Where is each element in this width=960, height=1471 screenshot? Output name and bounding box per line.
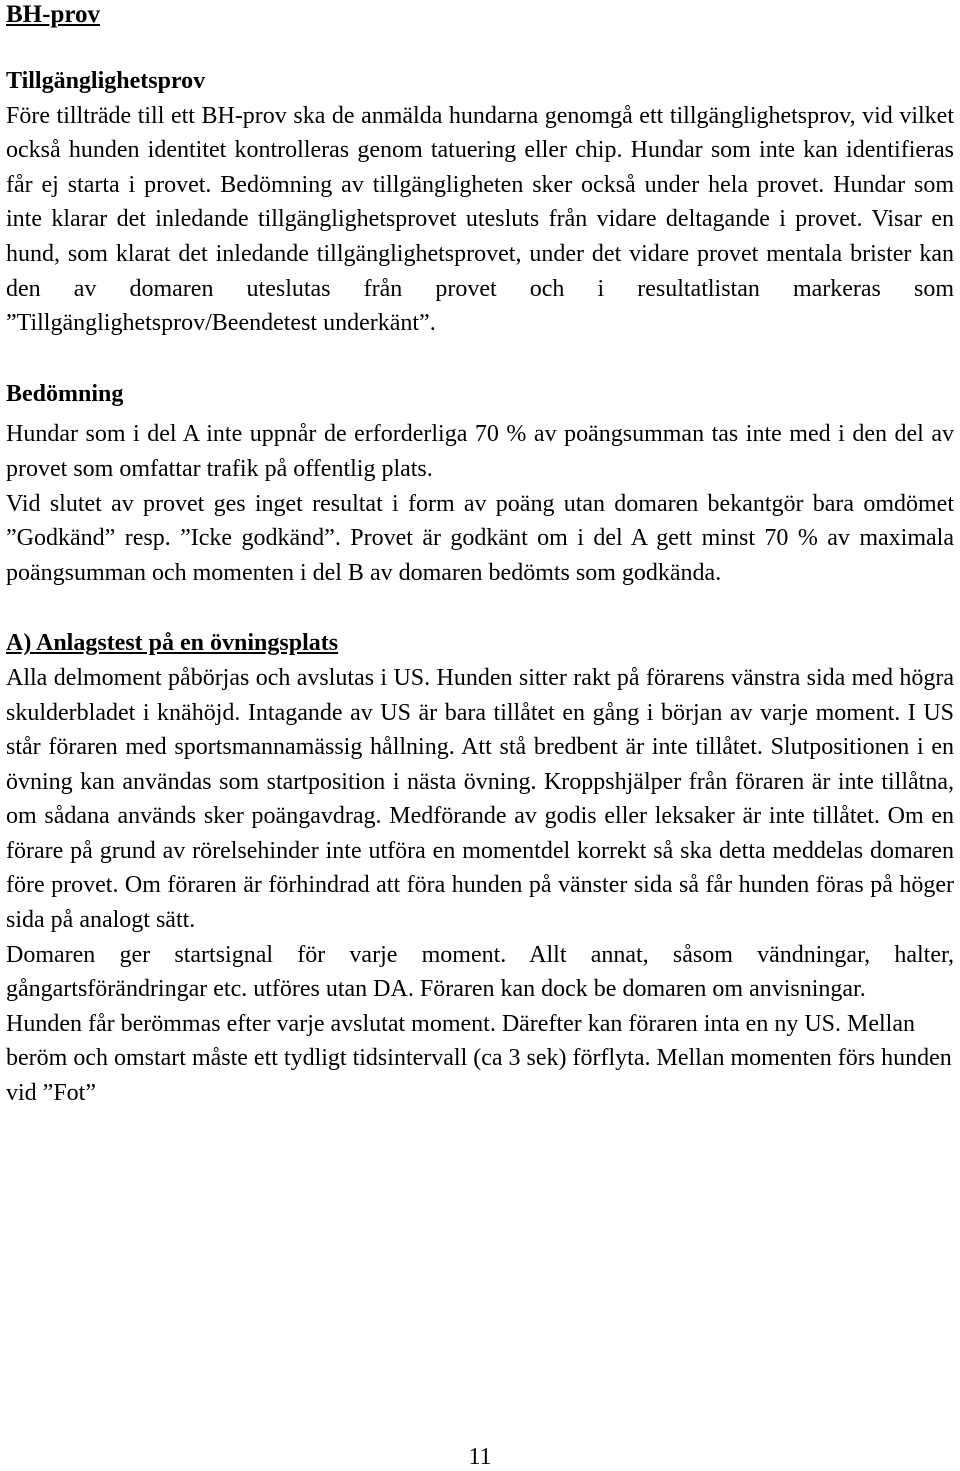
document-page — [6, 0, 954, 1111]
spacer — [6, 590, 954, 626]
document-title: BH-prov — [6, 1, 100, 28]
heading-tillganglighetsprov: Tillgänglighetsprov — [6, 68, 206, 94]
page-number: 11 — [468, 1444, 492, 1470]
paragraph-tillganglighetsprov: Före tillträde till ett BH-prov ska de anmälda hundarna genomgå ett tillgänglighetsprov, vid vilket också hunden identitet kontrolleras genom tatuering eller chip. Hundar som inte kan identifieras får ej starta i provet. Bedömning av tillgängligheten sker också under hela provet. Hundar som inte klarar det inledande tillgänglighetsprovet utesluts från vidare deltagande i provet. Visar en hund, som klarat det inledande tillgänglighetsprovet, under det vidare provet mentala brister kan den av domaren uteslutas från provet och i resultatlistan markeras som ”Tillgänglighetsprov/Beendetest underkänt”. — [6, 102, 954, 337]
paragraph-anlagstest-3: Hunden får berömmas efter varje avslutat moment. Därefter kan föraren inta en ny US. Mellan beröm och omstart måste ett tydligt tidsintervall (ca 3 sek) förflyta. Mellan momenten förs hunden vid ”Fot” — [6, 1010, 952, 1107]
paragraph-anlagstest-2: Domaren ger startsignal för varje moment. Allt annat, såsom vändningar, halter, gångartsförändringar etc. utföres utan DA. Föraren kan dock be domaren om anvisningar. — [6, 941, 954, 1003]
spacer — [6, 30, 954, 64]
paragraph-bedomning-1: Hundar som i del A inte uppnår de erforderliga 70 % av poängsumman tas inte med i den del av provet som omfattar trafik på offentlig plats. — [6, 421, 954, 482]
paragraph-bedomning-2: Vid slutet av provet ges inget resultat i form av poäng utan domaren bekantgör bara omdömet ”Godkänd” resp. ”Icke godkänd”. Provet är godkänt om i del A gett minst 70 % av maximala poängsumman och momenten i del B av domaren bedömts som godkända. — [6, 490, 954, 586]
heading-bedomning: Bedömning — [6, 380, 124, 407]
spacer — [6, 341, 954, 377]
heading-anlagstest: A) Anlagstest på en övningsplats — [6, 630, 339, 657]
paragraph-anlagstest-1: Alla delmoment påbörjas och avslutas i US. Hunden sitter rakt på förarens vänstra sida med högra skulderbladet i knähöjd. Intagande av US är bara tillåtet en gång i början av varje moment. I US står föraren med sportsmannamässig hållning. Att stå bredbent är inte tillåtet. Slutpositionen i en övning kan användas som startposition i nästa övning. Kroppshjälper från föraren är inte tillåtna, om sådana används sker poängavdrag. Medförande av godis eller leksaker är inte tillåtet. Om en förare på grund av rörelsehinder inte utföra en momentdel korrekt så ska detta meddelas domaren före provet. Om föraren är förhindrad att föra hunden på vänster sida så får hunden föras på höger sida på analogt sätt. — [6, 664, 954, 934]
